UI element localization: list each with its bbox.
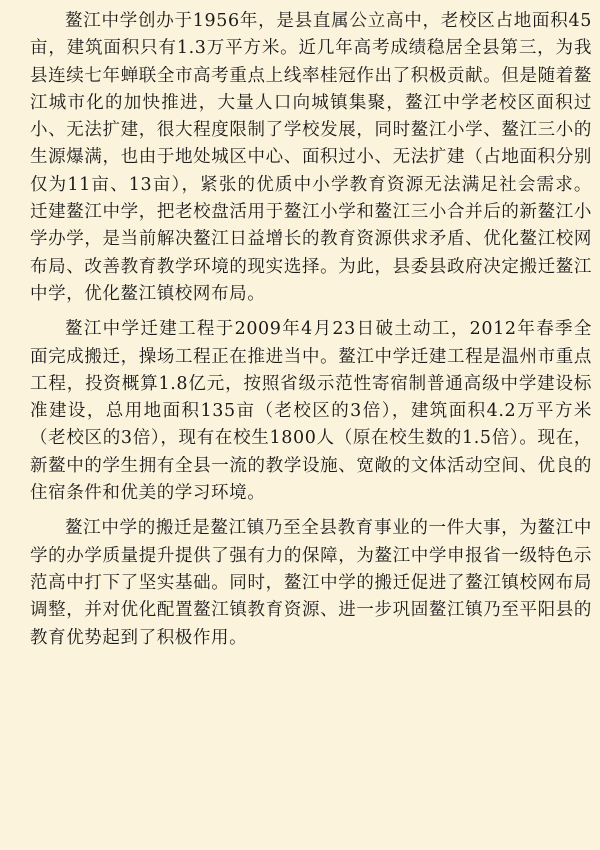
paragraph-construction: 鳌江中学迁建工程于2009年4月23日破土动工，2012年春季全面完成搬迁，操场工程正在推进当中。鳌江中学迁建工程是温州市重点工程，投资概算1.8亿元，按照省级示范性寄宿制普通高级中学建设标准建设，总用地面积135亩（老校区的3倍），建筑面积4.2万平方米（老校区的3倍），现有在校生1800人（原在校生数的1.5倍）。现在，新鳌中的学生拥有全县一流的教学设施、宽敞的文体活动空间、优良的住宿条件和优美的学习环境。 — [30, 319, 592, 504]
paragraph-significance: 鳌江中学的搬迁是鳌江镇乃至全县教育事业的一件大事，为鳌江中学的办学质量提升提供了强有力的保障，为鳌江中学申报省一级特色示范高中打下了坚实基础。同时，鳌江中学的搬迁促进了鳌江镇校网布局调整，并对优化配置鳌江镇教育资源、进一步巩固鳌江镇乃至平阳县的教育优势起到了积极作用。 — [30, 518, 592, 648]
document-page — [30, 8, 592, 660]
paragraph-history: 鳌江中学创办于1956年，是县直属公立高中，老校区占地面积45亩，建筑面积只有1.3万平方米。近几年高考成绩稳居全县第三，为我县连续七年蝉联全市高考重点上线率桂冠作出了积极贡献。但是随着鳌江城市化的加快推进，大量人口向城镇集聚，鳌江中学老校区面积过小、无法扩建，很大程度限制了学校发展，同时鳌江小学、鳌江三小的生源爆满，也由于地处城区中心、面积过小、无法扩建（占地面积分别仅为11亩、13亩），紧张的优质中小学教育资源无法满足社会需求。迁建鳌江中学，把老校盘活用于鳌江小学和鳌江三小合并后的新鳌江小学办学，是当前解决鳌江日益增长的教育资源供求矛盾、优化鳌江校网布局、改善教育教学环境的现实选择。为此，县委县政府决定搬迁鳌江中学，优化鳌江镇校网布局。 — [30, 11, 592, 304]
